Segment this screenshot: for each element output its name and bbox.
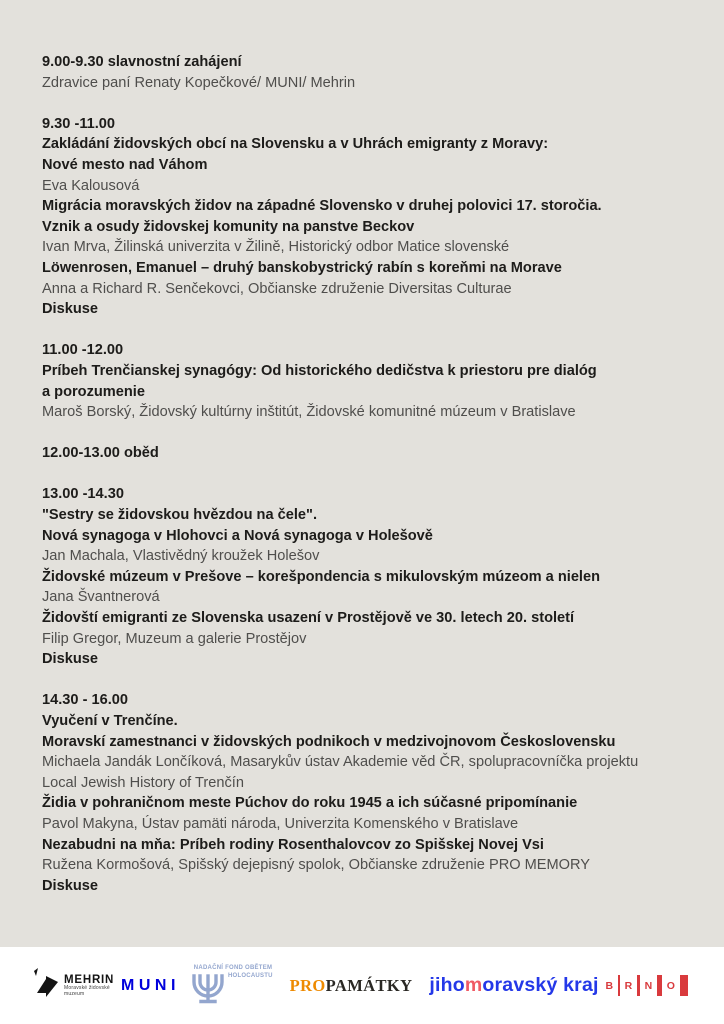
session-block bbox=[42, 114, 686, 320]
session-speakers: Local Jewish History of Trenčín bbox=[42, 774, 244, 791]
mehrin-subtitle-line1: Moravské židovské bbox=[64, 985, 110, 991]
session-title: Löwenrosen, Emanuel – druhý banskobystrický rabín s koreňmi na Morave bbox=[42, 259, 562, 276]
session-speakers: Eva Kalousová bbox=[42, 177, 140, 194]
session-speakers: Jan Machala, Vlastivědný kroužek Holešov bbox=[42, 548, 320, 565]
mehrin-logo bbox=[33, 967, 114, 1004]
session-speakers: Ružena Kormošová, Spišský dejepisný spolok, Občianske združenie PRO MEMORY bbox=[42, 857, 591, 874]
holocaust-fund-logo bbox=[187, 963, 273, 1009]
brno-letter-r: R bbox=[624, 979, 633, 992]
session-title: Príbeh Trenčianskej synagógy: Od historického dedičstva k priestoru pre dialóg bbox=[42, 362, 597, 379]
session-title: Nezabudni na mňa: Príbeh rodiny Rosenthalovcov zo Spišskej Novej Vsi bbox=[42, 836, 544, 853]
brno-letter-o: O bbox=[666, 979, 675, 992]
propamatky-wordmark-pro: PRO bbox=[289, 975, 326, 995]
session-speakers: Pavol Makyna, Ústav pamäti národa, Univerzita Komenského v Bratislave bbox=[42, 815, 519, 832]
session-title: Migrácia moravských židov na západné Slovensko v druhej polovici 17. storočia. bbox=[42, 198, 602, 215]
session-time: 14.30 - 16.00 bbox=[42, 692, 129, 709]
session-title: Židovské múzeum v Prešove – korešpondencia s mikulovským múzeom a nielen bbox=[42, 568, 601, 585]
session-time: 9.30 -11.00 bbox=[42, 115, 116, 132]
session-block bbox=[42, 484, 686, 669]
partner-logo-strip bbox=[0, 947, 724, 1024]
muni-logo bbox=[121, 977, 180, 995]
holocaust-fund-text-line1: NADAČNÍ FOND OBĚTEM bbox=[193, 964, 273, 971]
session-speakers: Anna a Richard R. Senčekovci, Občianske združenie Diversitas Culturae bbox=[42, 280, 512, 297]
discussion-label: Diskuse bbox=[42, 877, 98, 894]
brno-bar-icon bbox=[680, 975, 688, 996]
menorah-icon bbox=[187, 972, 229, 1011]
session-block bbox=[42, 340, 686, 422]
brno-bar-icon bbox=[657, 975, 662, 996]
session-speakers: Filip Gregor, Muzeum a galerie Prostějov bbox=[42, 630, 307, 647]
session-speakers: Ivan Mrva, Žilinská univerzita v Žilině, Historický odbor Matice slovenské bbox=[42, 239, 510, 256]
session-title: Zakládání židovských obcí na Slovensku a v Uhrách emigranty z Moravy: bbox=[42, 136, 549, 153]
jmk-wordmark-part3: oravský kraj bbox=[482, 974, 599, 996]
session-speakers: Michaela Jandák Lončíková, Masarykův ústav Akademie věd ČR, spolupracovníčka projektu bbox=[42, 754, 639, 771]
brno-letter-n: N bbox=[644, 979, 653, 992]
holocaust-fund-text-line2: HOLOCAUSTU bbox=[227, 972, 273, 979]
session-time: 13.00 -14.30 bbox=[42, 486, 124, 503]
discussion-label: Diskuse bbox=[42, 651, 98, 668]
brno-bar-icon bbox=[618, 975, 620, 996]
session-speakers: Maroš Borský, Židovský kultúrny inštitút, Židovské komunitné múzeum v Bratislave bbox=[42, 404, 576, 421]
session-title: "Sestry se židovskou hvězdou na čele". bbox=[42, 507, 318, 524]
muni-wordmark: MUNI bbox=[121, 976, 180, 994]
mehrin-logo-icon bbox=[33, 967, 59, 1004]
brno-bar-icon bbox=[637, 975, 640, 996]
session-time: 11.00 -12.00 bbox=[42, 342, 124, 359]
propamatky-logo bbox=[280, 962, 423, 1010]
session-block bbox=[42, 443, 686, 464]
session-title: Moravskí zamestnanci v židovských podnikoch v medzivojnovom Československu bbox=[42, 733, 616, 750]
program-schedule bbox=[42, 52, 686, 917]
session-block bbox=[42, 52, 686, 93]
session-time: 12.00-13.00 oběd bbox=[42, 445, 159, 462]
brno-logo bbox=[605, 975, 687, 996]
session-title: Vznik a osudy židovskej komunity na panstve Beckov bbox=[42, 218, 415, 235]
brno-letter-b: B bbox=[605, 979, 614, 992]
session-speakers: Zdravice paní Renaty Kopečkové/ MUNI/ Mehrin bbox=[42, 74, 356, 91]
session-speakers: Jana Švantnerová bbox=[42, 589, 160, 606]
jmk-wordmark-m: m bbox=[464, 974, 483, 996]
session-title: Vyučení v Trenčíne. bbox=[42, 713, 178, 729]
session-time: 9.00-9.30 slavnostní zahájení bbox=[42, 54, 242, 70]
jmk-wordmark-part1: jiho bbox=[429, 974, 465, 996]
session-title: Židovští emigranti ze Slovenska usazení v Prostějově ve 30. letech 20. století bbox=[42, 610, 575, 627]
propamatky-wordmark-rest: PAMÁTKY bbox=[325, 975, 413, 995]
session-block bbox=[42, 690, 686, 896]
mehrin-wordmark: MEHRIN bbox=[64, 974, 115, 986]
jihomoravsky-kraj-logo bbox=[429, 974, 598, 997]
session-title: a porozumenie bbox=[42, 383, 145, 400]
session-title: Nová synagoga v Hlohovci a Nová synagoga v Holešově bbox=[42, 527, 433, 544]
discussion-label: Diskuse bbox=[42, 301, 98, 318]
session-title: Židia v pohraničnom meste Púchov do roku 1945 a ich súčasné pripomínanie bbox=[42, 795, 578, 812]
session-title: Nové mesto nad Váhom bbox=[42, 156, 208, 173]
mehrin-subtitle-line2: muzeum bbox=[64, 990, 85, 997]
